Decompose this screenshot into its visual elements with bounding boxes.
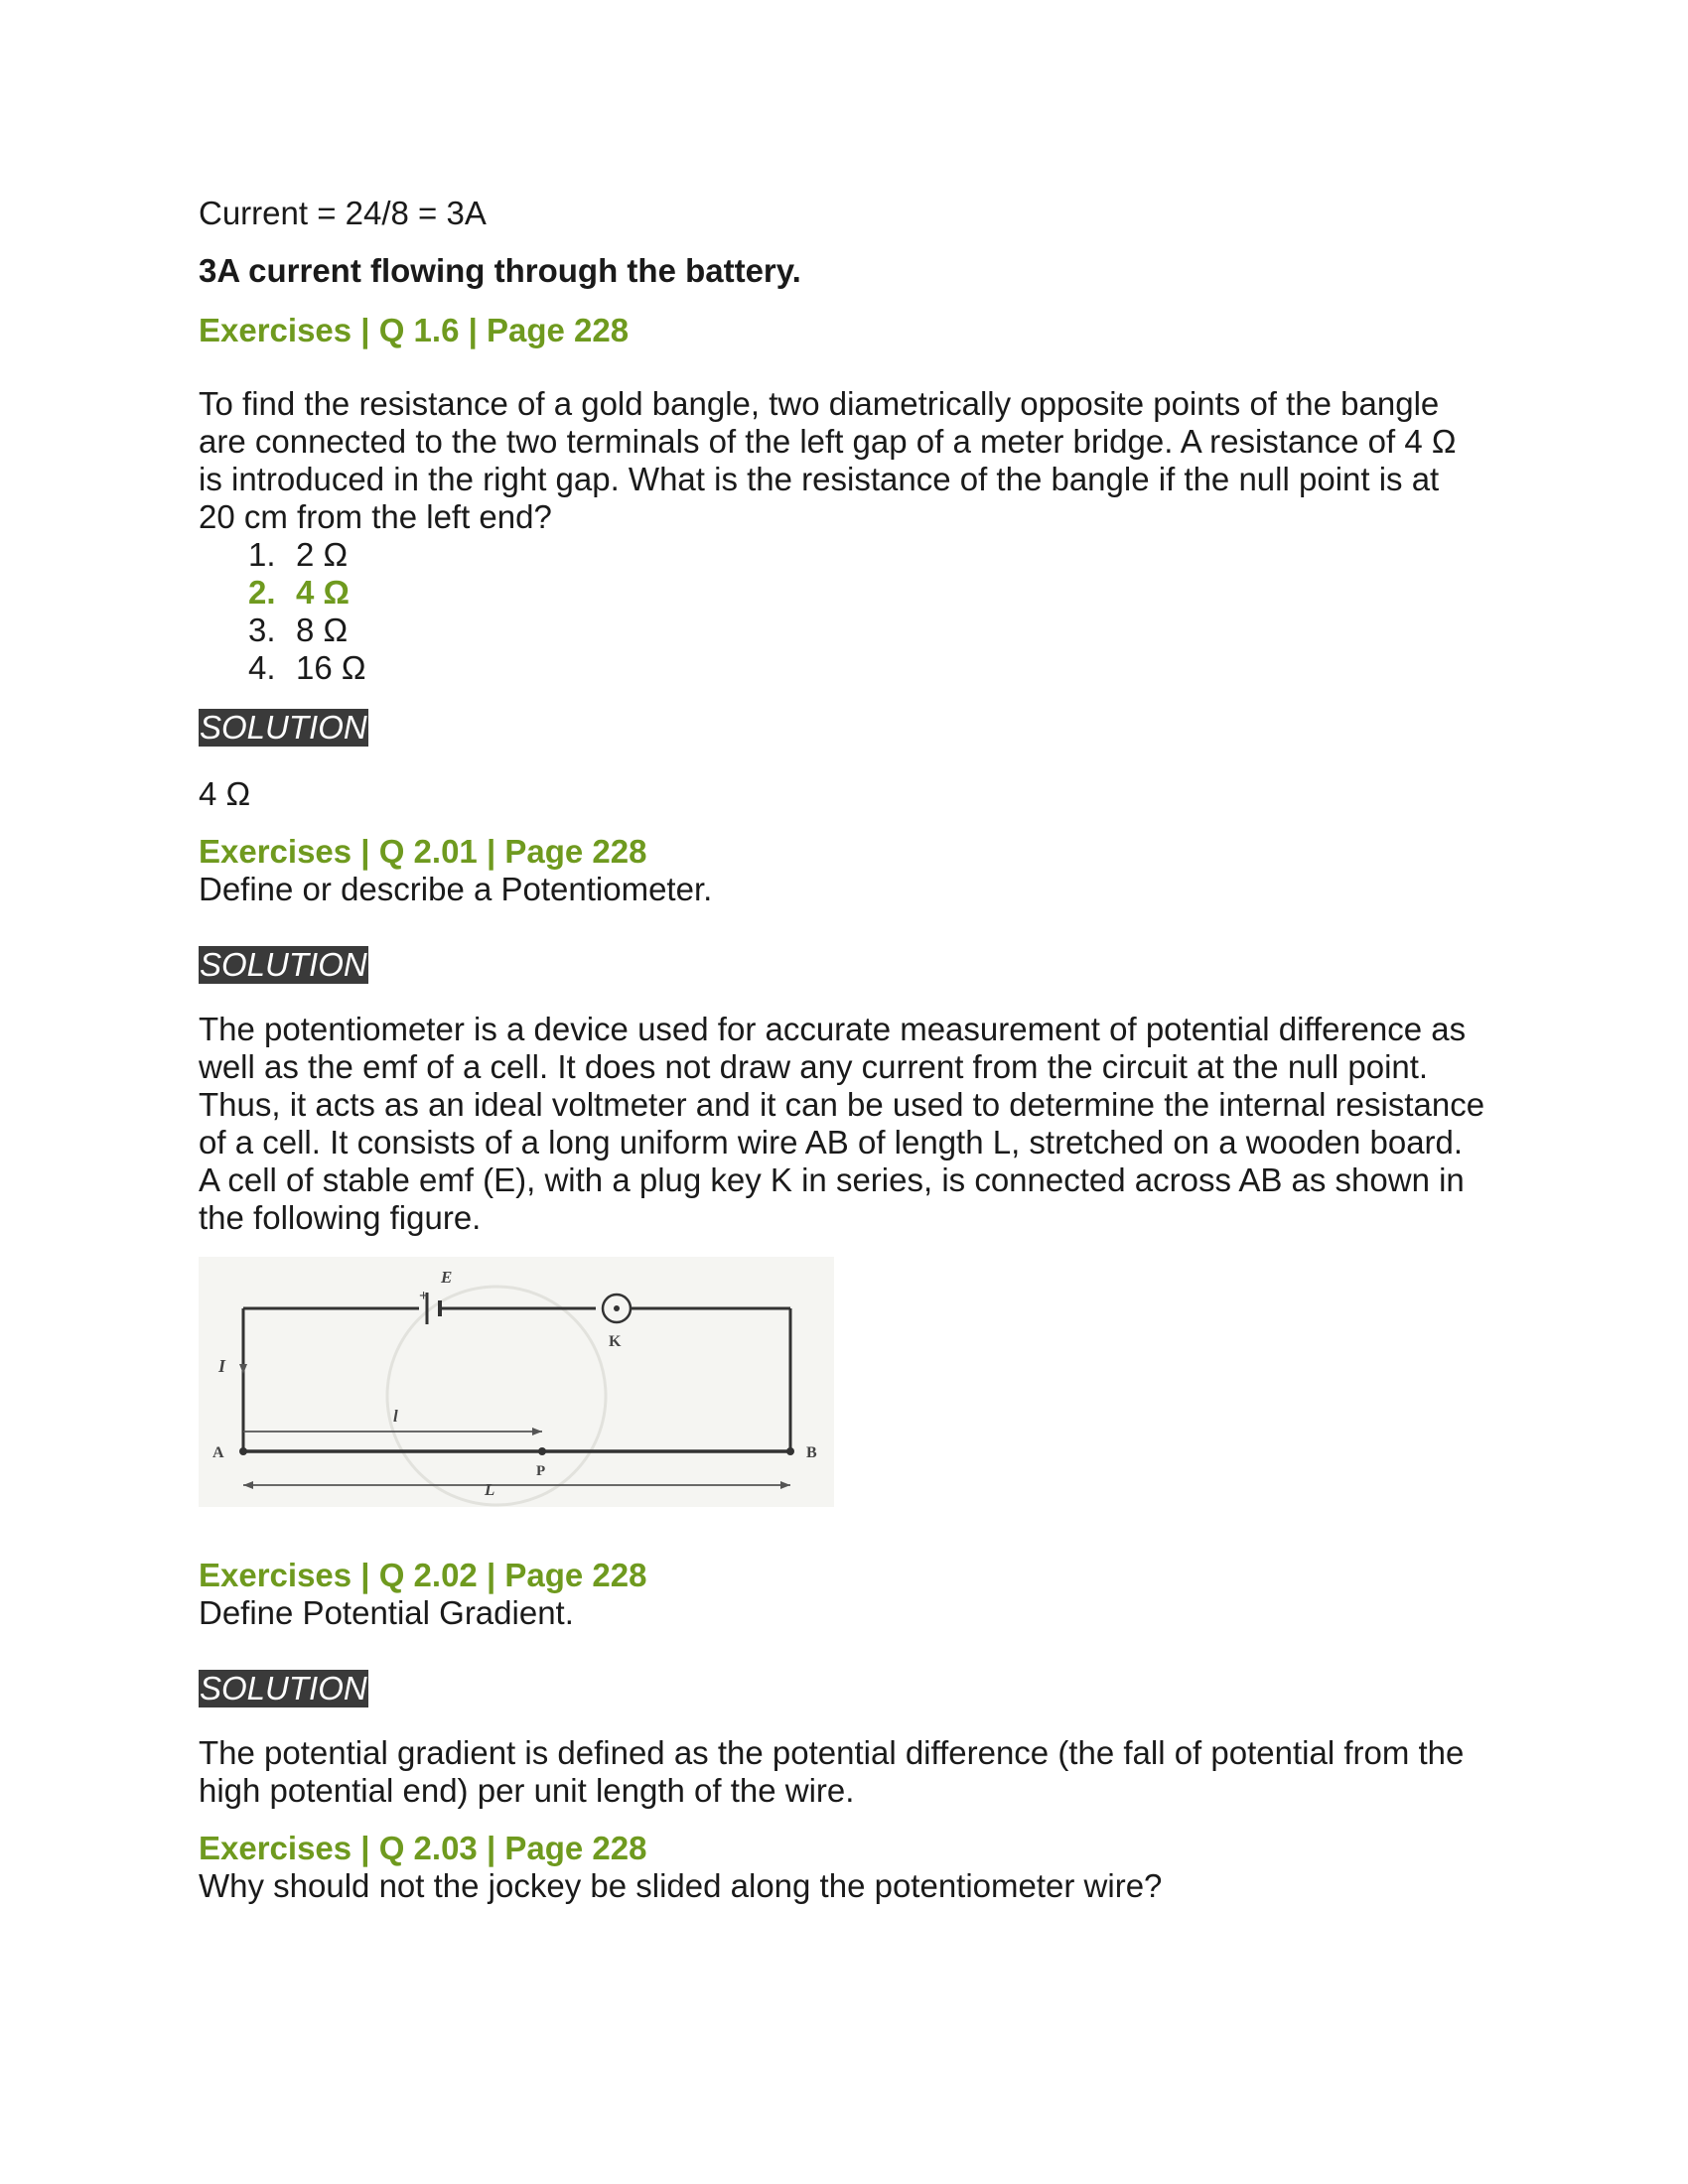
q1-solution-label: SOLUTION [200, 709, 367, 746]
q1-answer: 4 Ω [199, 775, 251, 812]
jockey-point-p [538, 1447, 546, 1455]
svg-text:+: + [419, 1288, 429, 1304]
q1-heading: Exercises | Q 1.6 | Page 228 [199, 312, 630, 348]
battery-current-statement: 3A current flowing through the battery. [199, 252, 801, 289]
q2-solution-label: SOLUTION [200, 946, 367, 983]
current-calc-line: Current = 24/8 = 3A [199, 195, 487, 231]
potentiometer-circuit-diagram [199, 1257, 834, 1507]
q2-heading: Exercises | Q 2.01 | Page 228 [199, 833, 647, 870]
label-big-l: L [485, 1480, 495, 1499]
q3-solution-label: SOLUTION [200, 1670, 367, 1706]
q3-question-text: Define Potential Gradient. [199, 1594, 574, 1631]
label-b: B [806, 1444, 817, 1461]
label-e: E [441, 1268, 453, 1287]
q3-heading: Exercises | Q 2.02 | Page 228 [199, 1557, 647, 1593]
label-i: I [218, 1356, 226, 1376]
q2-question-text: Define or describe a Potentiometer. [199, 871, 713, 907]
q1-options-list [199, 536, 1489, 687]
q2-answer: The potentiometer is a device used for accurate measurement of potential difference as well as the emf of a cell. It does not draw any current from the circuit at the null point. Thus, it acts as an ideal voltmeter and it can be used to determine the internal resistance of a cell. It consists of a long uniform wire AB of length L, stretched on a wooden board. A cell of stable emf (E), with a plug key K in series, is connected across AB as shown in the following figure. [199, 1011, 1485, 1236]
label-l: l [393, 1407, 398, 1426]
document-page [199, 195, 1489, 1905]
potentiometer-figure [199, 1257, 1489, 1507]
option-item: 3. 8 Ω [248, 612, 349, 648]
q1-question-text: To find the resistance of a gold bangle, two diametrically opposite points of the bangle are connected to the two terminals of the left gap of a meter bridge. A resistance of 4 Ω is introduced in the right gap. What is the resistance of the bangle if the null point is at 20 cm from the left end? [199, 385, 1457, 535]
label-a: A [212, 1444, 224, 1461]
label-p: P [536, 1463, 546, 1479]
label-k: K [609, 1333, 622, 1350]
option-item: 1. 2 Ω [248, 536, 349, 573]
q3-answer: The potential gradient is defined as the potential difference (the fall of potential from the high potential end) per unit length of the wire. [199, 1734, 1465, 1809]
q4-question-text: Why should not the jockey be slided along the potentiometer wire? [199, 1867, 1163, 1904]
option-item-correct: 2. 4 Ω [248, 574, 350, 611]
option-item: 4. 16 Ω [248, 649, 366, 686]
q4-heading: Exercises | Q 2.03 | Page 228 [199, 1830, 647, 1866]
